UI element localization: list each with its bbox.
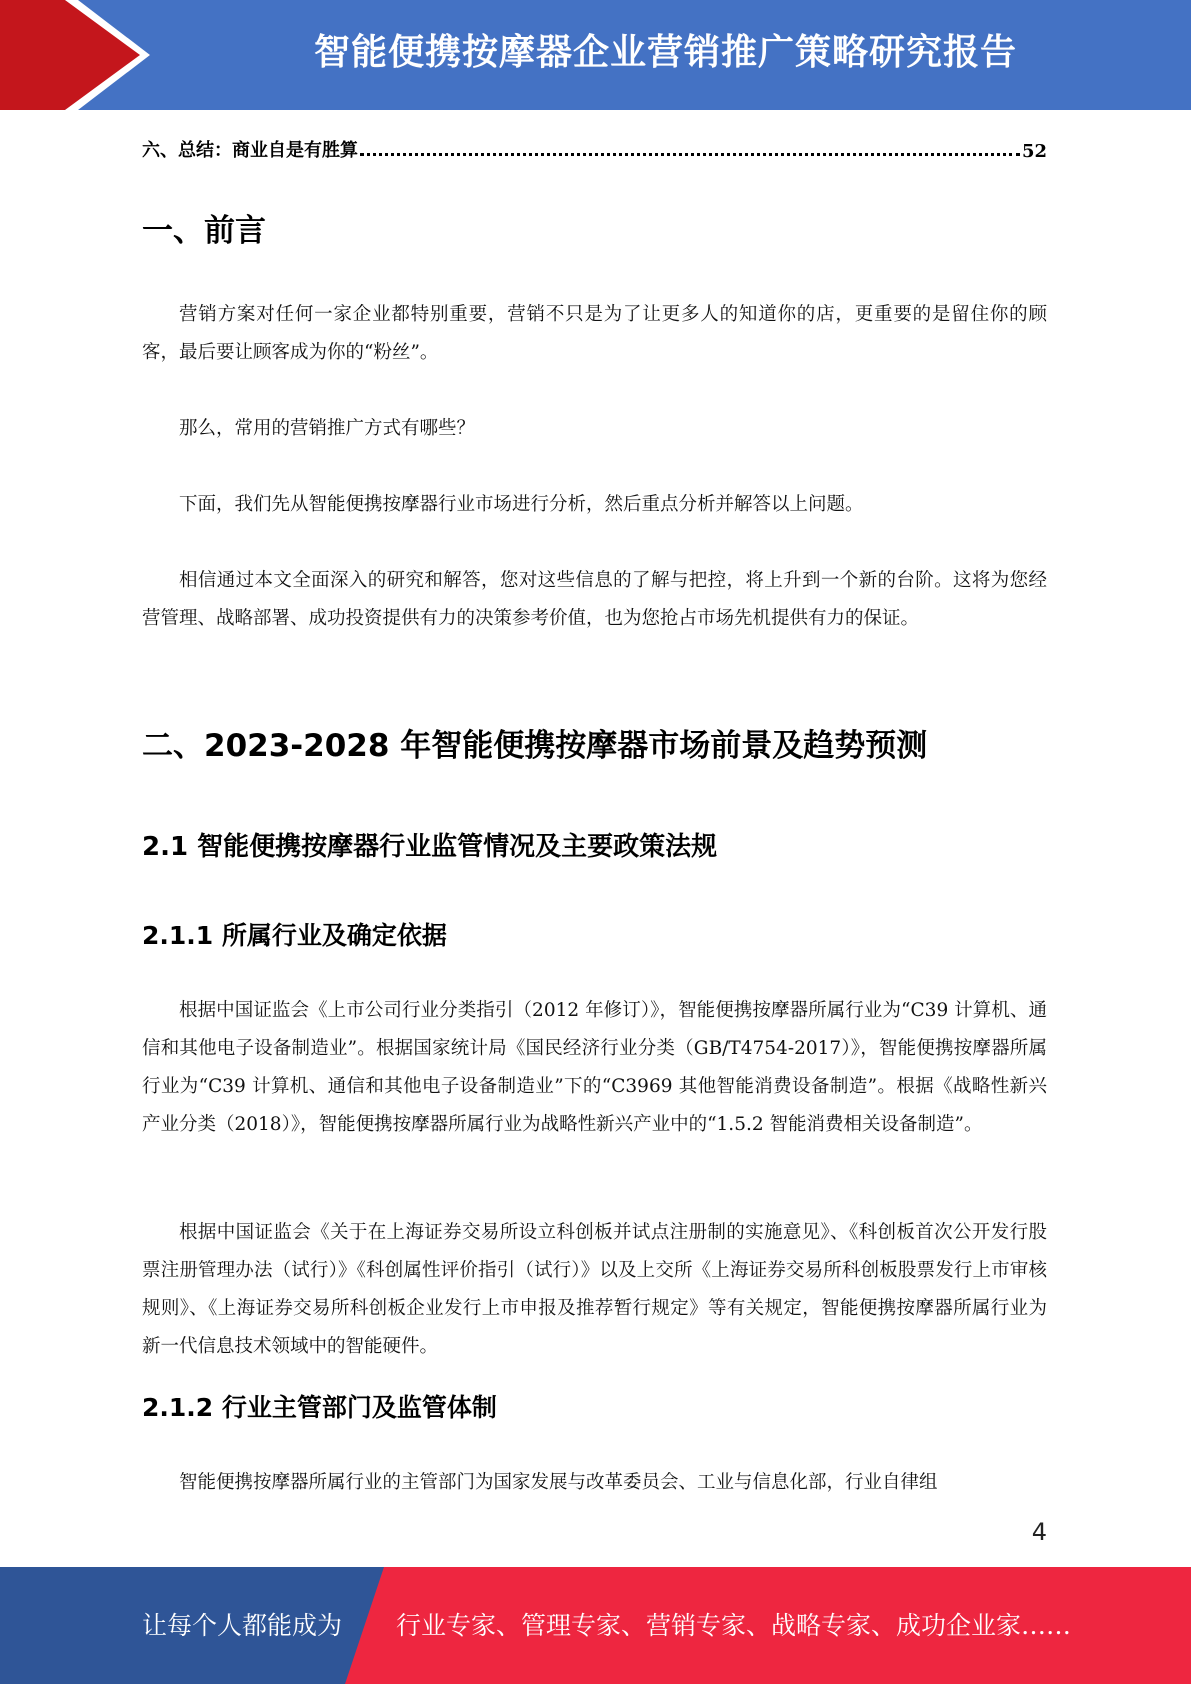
industry-paragraph-2: 根据中国证监会《关于在上海证券交易所设立科创板并试点注册制的实施意见》、《科创板首次公开发行股票注册管理办法（试行）》《科创属性评价指引（试行）》以及上交所《上海证券交易所科创板股票发行上市审核规则》、《上海证券交易所科创板企业发行上市申报及推荐暂行规定》等有关规定，智能便携按摩器所属行业为新一代信息技术领域中的智能硬件。 [142,1222,1047,1357]
preface-paragraph-1: 营销方案对任何一家企业都特别重要，营销不只是为了让更多人的知道你的店，更重要的是留住你的顾客，最后要让顾客成为你的“粉丝”。 [142,304,1047,363]
header-arrow-decoration [0,0,160,110]
industry-paragraph-1: 根据中国证监会《上市公司行业分类指引（2012 年修订）》，智能便携按摩器所属行业为“C39 计算机、通信和其他电子设备制造业”。根据国家统计局《国民经济行业分类（GB/T4754-2017）》，智能便携按摩器所属行业为“C39 计算机、通信和其他电子设备制造业”下的“C3969 其他智能消费设备制造”。根据《战略性新兴产业分类（2018）》，智能便携按摩器所属行业为战略性新兴产业中的“1.5.2 智能消费相关设备制造”。 [142,1000,1047,1135]
page-header [0,0,1191,110]
subsection-heading-2-1-2: 2.1.2 行业主管部门及监管体制 [142,1393,497,1422]
footer-slogan-right: 行业专家、管理专家、营销专家、战略专家、成功企业家…… [396,1611,1072,1640]
preface-paragraph-2: 那么，常用的营销推广方式有哪些？ [179,418,476,439]
regulator-paragraph: 智能便携按摩器所属行业的主管部门为国家发展与改革委员会、工业与信息化部，行业自律组 [179,1472,938,1493]
page-footer [0,1567,1191,1684]
toc-entry-label: 六、总结：商业自是有胜算 [142,140,358,161]
toc-leader-dots [360,153,1020,156]
toc-entry[interactable] [142,132,1047,162]
preface-paragraph-4: 相信通过本文全面深入的研究和解答，您对这些信息的了解与把控，将上升到一个新的台阶。这将为您经营管理、战略部署、成功投资提供有力的决策参考价值，也为您抢占市场先机提供有力的保证。 [142,570,1047,629]
document-body [142,110,1047,1520]
footer-slogan-left: 让每个人都能成为 [142,1611,343,1640]
subsection-heading-2-1-1: 2.1.1 所属行业及确定依据 [142,921,447,950]
page-number: 4 [1031,1518,1047,1546]
subsection-heading-2-1: 2.1 智能便携按摩器行业监管情况及主要政策法规 [142,832,718,862]
header-title: 智能便携按摩器企业营销推广策略研究报告 [313,32,1017,73]
toc-entry-page: 52 [1021,141,1047,162]
section-heading-preface: 一、前言 [142,213,266,249]
preface-paragraph-3: 下面，我们先从智能便携按摩器行业市场进行分析，然后重点分析并解答以上问题。 [179,494,864,515]
section-heading-market: 二、2023-2028 年智能便携按摩器市场前景及趋势预测 [142,728,928,764]
